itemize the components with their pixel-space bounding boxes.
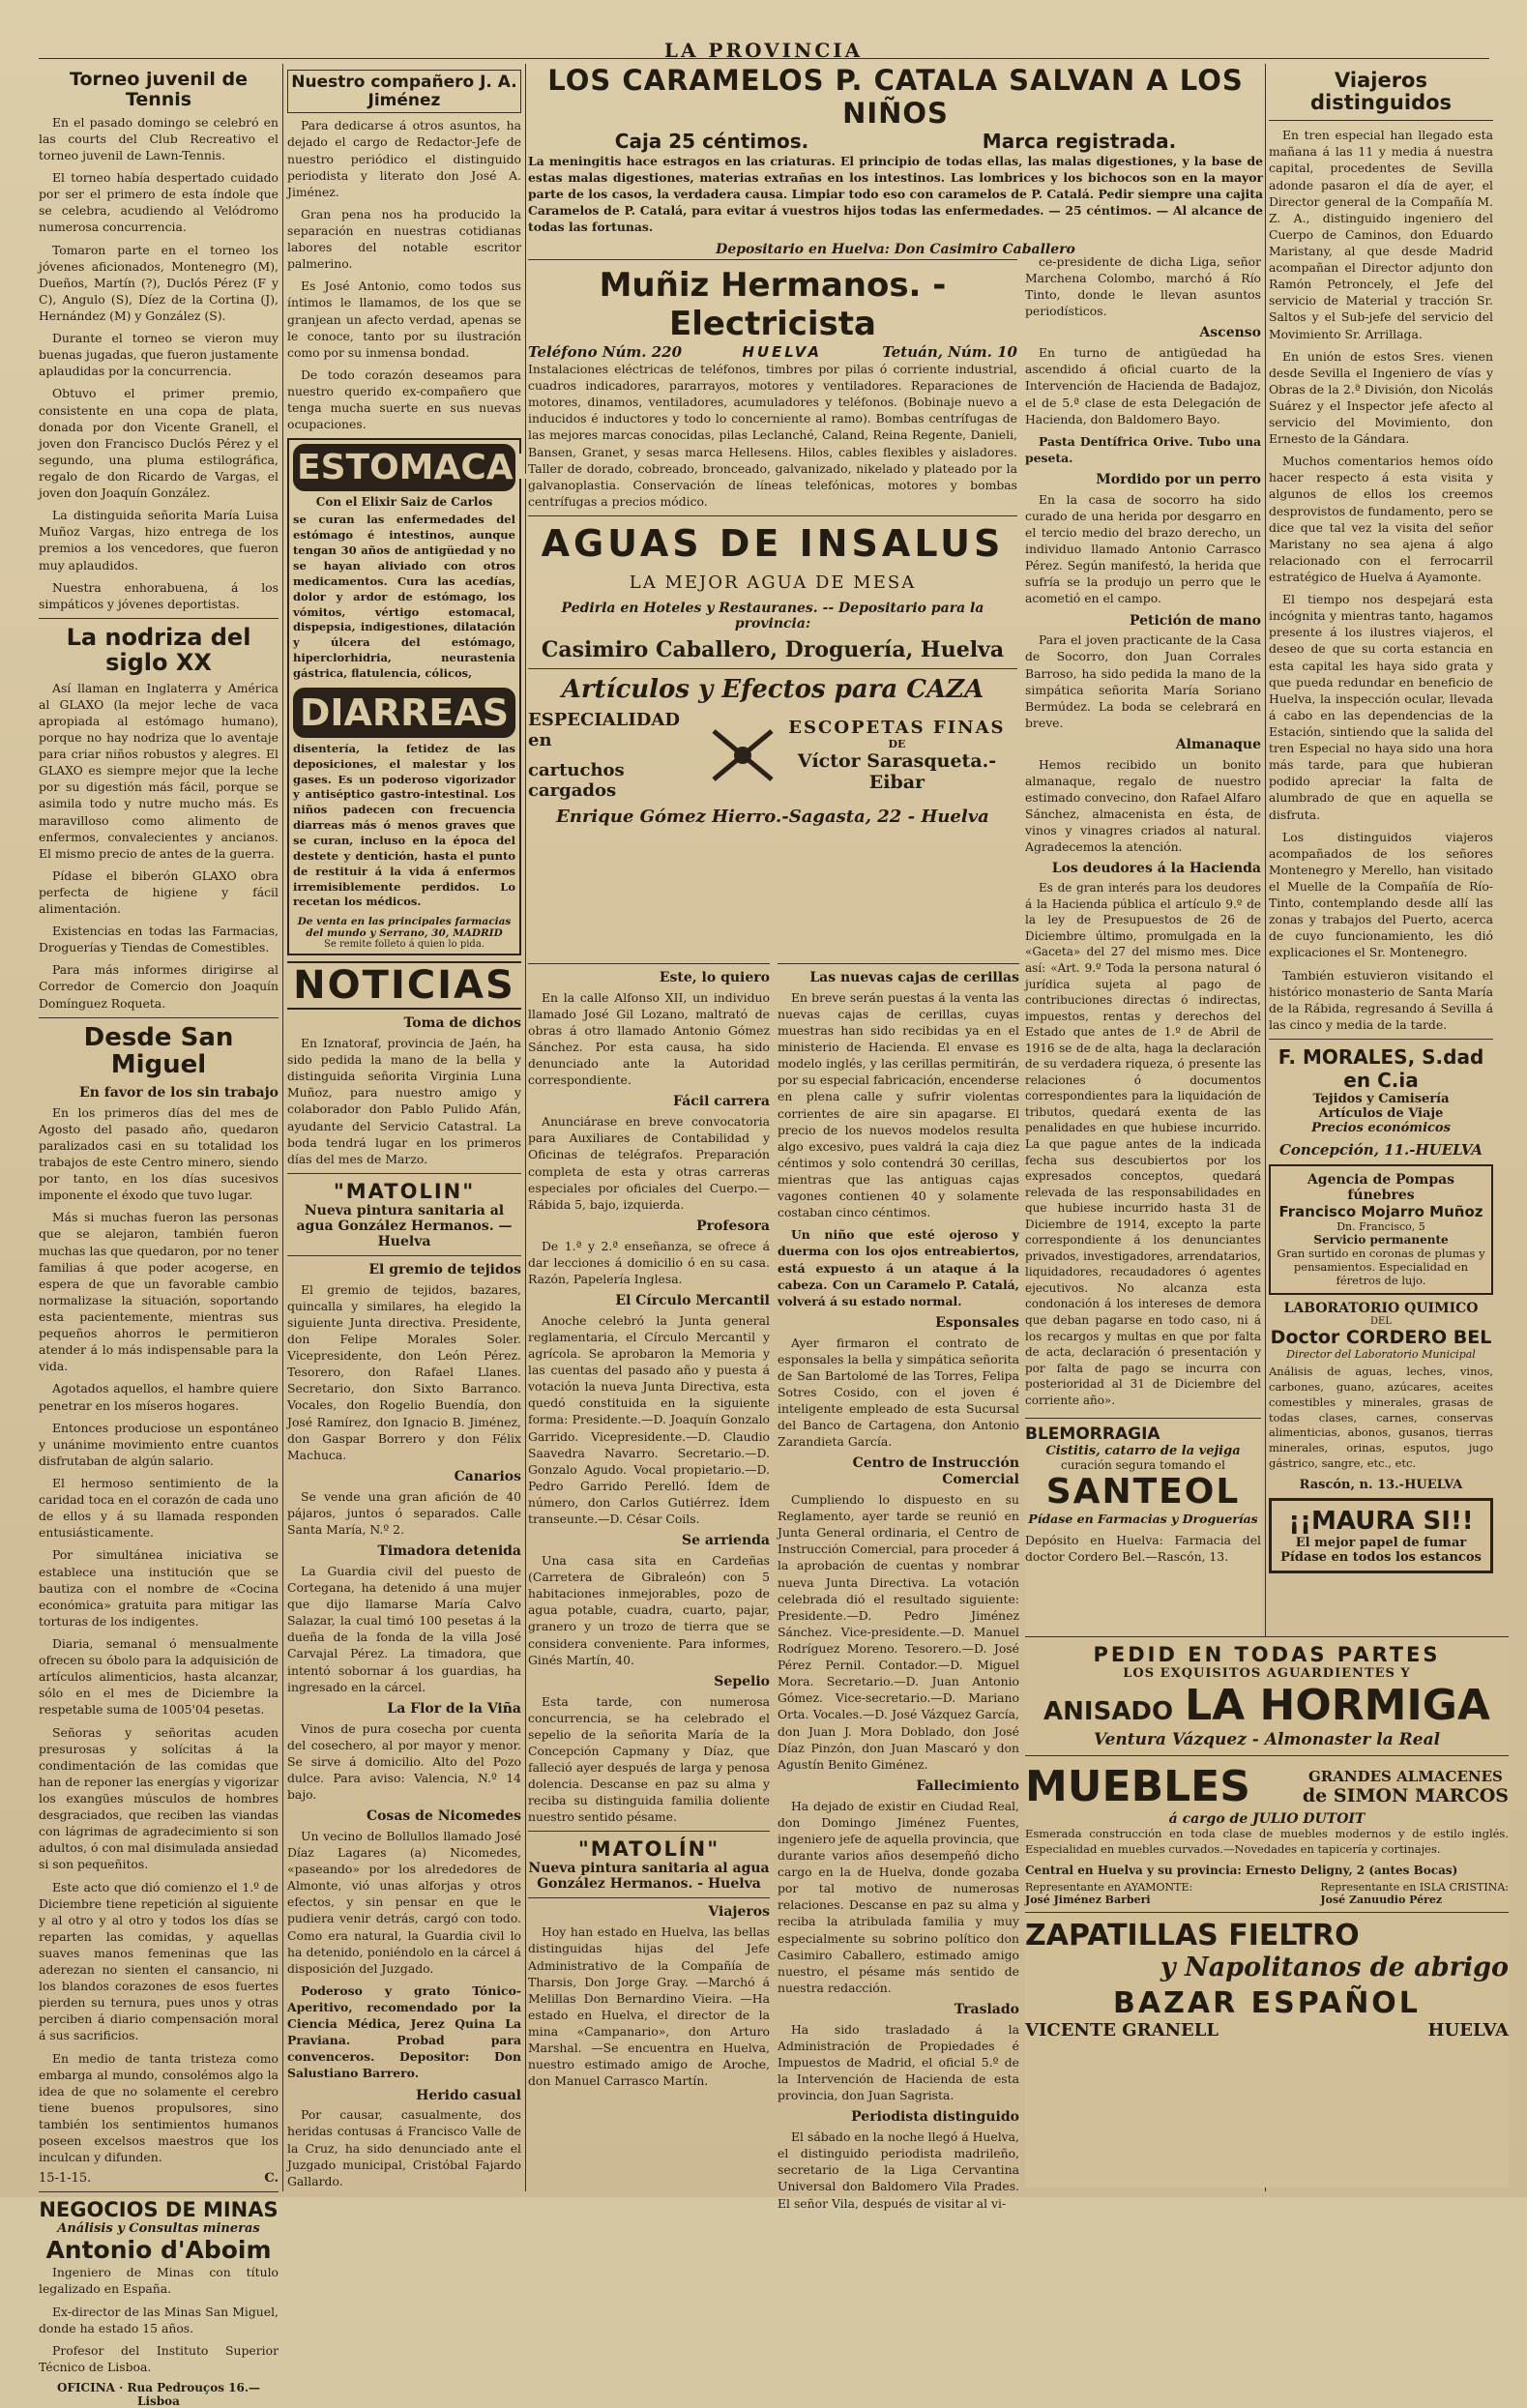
ad-simon bbox=[1303, 1768, 1509, 1806]
paragraph: Gran pena nos ha producido la separación en nuestras cotidianas labores del notable escritor palmerino. bbox=[287, 206, 521, 272]
ad-reps bbox=[1025, 1881, 1509, 1906]
paragraph: Este acto que dió comienzo el 1.º de Diciembre tiene repetición al siguiente y al otro y al otro y todos los días se reparten las comidas, y aquellas suaves manos femeninas que las aderezan no sienten el cansancio, ni los blandos corazones de esos fuertes pierden su ternura, pues unos y otras perciben á diario compensación moral á sus sacrificios. bbox=[39, 1879, 279, 2043]
paragraph: Así llaman en Inglaterra y América al GLAXO (la mejor leche de vaca apropiada al estómago humano), porque no hay nodriza que lo aventaje para criar niños robustos y alegres. El GLAXO es siempre mejor que la leche por su digestión más fácil, porque se asimila todo y nutre mucho más. Es maravilloso como alimento de enfermos, convalecientes y ancianos. El mismo precio de antes de la guerra. bbox=[39, 680, 279, 861]
masthead-title: LA PROVINCIA bbox=[663, 39, 864, 62]
ad-rep-name: José Zanuudio Pérez bbox=[1320, 1893, 1443, 1906]
masthead-rule bbox=[39, 58, 1489, 59]
ad-morales-address: Concepción, 11.-HUELVA bbox=[1278, 1140, 1483, 1159]
ads-left-block bbox=[528, 253, 1017, 950]
ad-pompas-title: Agencia de Pompas fúnebres bbox=[1307, 1171, 1455, 1203]
headline-san-miguel: Desde San Miguel bbox=[83, 1022, 234, 1080]
news-text: Esta tarde, con numerosa concurrencia, se ha celebrado el sepelio de la señorita María de la Concepción Capmany y Díaz, que falleció ayer después de larga y penosa dolencia. Descanse en paz su alma y reciba su distinguida familia doliente nuestro sentido pésame. bbox=[528, 1693, 770, 1825]
article-san-miguel bbox=[39, 1104, 279, 2166]
divider bbox=[1025, 1755, 1509, 1756]
news-text: Un vecino de Bollullos llamado José Díaz Lagares (a) Nicomedes, «paseando» por los alrededores de Almonte, vió unas alforjas y otros efectos, y sin pensar en que le pudiera venir detrás, cargó con todo. Como era natural, la Guardia civil lo ha detenido, poniéndolo en la cárcel á disposición del Juzgado. bbox=[287, 1828, 521, 1976]
ad-rep-label: Representante en ISLA CRISTINA: bbox=[1320, 1880, 1509, 1894]
ad-caramelos-brand: Marca registrada. bbox=[982, 130, 1177, 153]
paragraph: El tiempo nos despejará esta incógnita y mientras tanto, hagamos presente á los ilustres viajeros, el deseo de que su corta estancia en esta capital les haya sido grata y que pueda redundar en beneficio de Huelva, la inspección ocular, llevada á cabo en las dependencias de la Estación, sintiendo que la salida del tren Especial no haya sido una hora más tarde, para que hubieran podido apreciar la falta de alumbrado de que en aquella se disfruta. bbox=[1269, 592, 1493, 822]
paragraph: Obtuvo el primer premio, consistente en una copa de plata, donada por don Vicente Granell, el joven don Francisco Duclós Pérez y el segundo, una pluma estilográfica, regalo de don Ricardo de Vargas, el joven don Joaquín González. bbox=[39, 386, 279, 501]
news-text: Anoche celebró la Junta general reglamentaria, el Círculo Mercantil y agrícola. Se aprobaron la Memoria y las cuentas del pasado año y puesta á votación la nueva Junta Directiva, esta quedó constituida en la siguiente forma: Presidente.—D. Joaquín Gonzalo Garrido. Vicepresidente.—D. Claudio Saavedra Navarro. Secretario.—D. Gonzalo Agudo. Vocal propietario.—D. Pedro Garrido Perelló. Ídem de número, don Carlos Gutiérrez. Ídem transeunte.—D. César Coils. bbox=[528, 1312, 770, 1527]
ad-morales-line1: Tejidos y Camisería bbox=[1312, 1091, 1450, 1106]
ad-laboratorio bbox=[1269, 1301, 1493, 1492]
news-heading: Traslado bbox=[954, 2002, 1019, 2017]
ad-lab-del: DEL bbox=[1370, 1315, 1392, 1327]
news-heading: Petición de mano bbox=[1129, 612, 1261, 629]
ad-matolin-subtitle: Nueva pintura sanitaria al agua González Hermanos. - Huelva bbox=[528, 1861, 770, 1893]
news-text: Poderoso y grato Tónico-Aperitivo, recomendado por la Ciencia Médica, Jerez Quina La Praviana. Probad para convenceros. Depositor: Don Salustiano Barrero. bbox=[287, 1982, 521, 2081]
column-rule bbox=[525, 64, 526, 2191]
ad-aguardientes: LOS EXQUISITOS AGUARDIENTES Y bbox=[1123, 1666, 1411, 1681]
divider bbox=[39, 2191, 279, 2192]
ad-caza-de: DE bbox=[888, 737, 906, 750]
news-heading: Profesora bbox=[696, 1218, 770, 1234]
paragraph: Para más informes dirigirse al Corredor de Comercio don Joaquín Domínguez Roqueta. bbox=[39, 962, 279, 1011]
ad-caza-title: Artículos y Efectos para CAZA bbox=[561, 674, 984, 704]
news-heading: La Flor de la Viña bbox=[387, 1700, 521, 1717]
ad-estomacal-text: se curan las enfermedades del estómago é intestinos, aunque tengan 30 años de antigüedad y no se hayan aliviado con otros medicamentos. Cura las acedías, dolor y ardor de estómago, los vómitos, vértigo estomacal, dispepsia, indigestiones, dilatación y úlcera del estómago, hiperclorhidria, neurastenia gástrica, flatulencia, cólicos, bbox=[293, 513, 515, 680]
ad-lab-doctor: Doctor CORDERO BEL bbox=[1270, 1326, 1492, 1348]
ad-minas-title: NEGOCIOS DE MINAS bbox=[39, 2198, 279, 2222]
divider bbox=[1025, 1912, 1509, 1913]
divider bbox=[528, 515, 1017, 516]
ad-pompas-name: Francisco Mojarro Muñoz bbox=[1278, 1202, 1483, 1220]
ad-pompas-address: Dn. Francisco, 5 bbox=[1336, 1219, 1425, 1233]
divider bbox=[528, 1831, 770, 1832]
ad-caza-especialidad: ESPECIALIDAD en bbox=[528, 709, 680, 750]
news-heading: Viajeros bbox=[708, 1904, 770, 1921]
ad-muniz-title: Muñiz Hermanos. - Electricista bbox=[599, 266, 947, 343]
news-text: De 1.ª y 2.ª enseñanza, se ofrece á dar lecciones á domicilio ó en su casa. Razón, Papelería Inglesa. bbox=[528, 1238, 770, 1286]
column-1 bbox=[39, 64, 279, 2408]
news-text: Cumpliendo lo dispuesto en su Reglamento, ayer tarde se reunió en Junta General ordinaria, el Centro de Instrucción Comercial, para proceder á la aprobación de cuentas y nombrar nueva Junta Directiva. La votación celebrada dió el resultado siguiente: Presidente.—D. Pedro Jiménez Sánchez. Vice-presidente.—D. Manuel Rodríguez Moreno. Tesorero.—D. José Pérez Pernil. Contador.—D. Miguel Mora. Secretario.—D. Juan Antonio Gómez. Vice-secretario.—D. Mariano Orta. Vocales.—D. José Vázquez García, don Juan J. Mora Doblado, don José Díaz Pinzón, don Juan Mascaró y don Agustín Benito Giménez. bbox=[778, 1492, 1019, 1772]
paragraph: Agotados aquellos, el hambre quiere penetrar en los míseros hogares. bbox=[39, 1381, 279, 1413]
ad-morales-title: F. MORALES, S.dad en C.ia bbox=[1277, 1044, 1484, 1092]
news-heading: Toma de dichos bbox=[403, 1015, 521, 1032]
column-3 bbox=[528, 957, 770, 2186]
ad-saiz-de-carlos bbox=[287, 438, 536, 955]
news-heading: Periodista distinguido bbox=[851, 2109, 1019, 2126]
article-signature: C. bbox=[264, 2171, 279, 2187]
divider bbox=[528, 1897, 770, 1898]
ad-simon-line1: GRANDES ALMACENES bbox=[1307, 1767, 1503, 1785]
news-heading: Almanaque bbox=[1175, 737, 1261, 753]
paragraph: En los primeros días del mes de Agosto del pasado año, quedaron paralizados casi en su totalidad los trabajos de este Centro minero, siendo por tanto, en los días sucesivos imponente el éxodo que tuvo lugar. bbox=[39, 1104, 279, 1203]
crossed-rifles-icon bbox=[709, 726, 777, 784]
ad-caza-escopetas: ESCOPETAS FINAS bbox=[788, 717, 1006, 738]
ad-lab-address: Rascón, n. 13.-HUELVA bbox=[1299, 1478, 1463, 1492]
paragraph: En medio de tanta tristeza como embarga al mundo, consolémos algo la idea de que no solamente el cerebro tiene buenos propulsores, sino también los sentimientos humanos poseen excelsos maestros que los inculcan y difunden. bbox=[39, 2050, 279, 2165]
news-heading: Timadora detenida bbox=[377, 1543, 521, 1560]
divider bbox=[1269, 120, 1493, 121]
signature-row bbox=[39, 2171, 279, 2186]
ad-aguas-subtitle: LA MEJOR AGUA DE MESA bbox=[629, 572, 917, 593]
ad-pompas-text: Gran surtido en coronas de plumas y pensamientos. Especialidad en féretros de lujo. bbox=[1277, 1246, 1485, 1287]
news-text: Ha sido trasladado á la Administración de Propiedades é Impuestos de Madrid, el oficial 5.º de la Intervención de Hacienda de esta provincia, don Juan Sagrista. bbox=[778, 2021, 1019, 2103]
subhead-trabajo: En favor de los sin trabajo bbox=[79, 1084, 279, 1101]
bottom-ad-area bbox=[1025, 1636, 1509, 2188]
paragraph: Señoras y señoritas acuden presurosas y solícitas á la condimentación de las comidas que han de reponer las energías y vigorizar los exangües músculos de hombres desgraciados, que reciben las viandas con lágrimas de agradecimiento si son adultos, ó con mal disimulada ansiedad si son pequeñitos. bbox=[39, 1724, 279, 1872]
ad-bazar-row bbox=[1025, 2020, 1509, 2041]
paragraph: Muchos comentarios hemos oído hacer respecto á esta visita y algunos de ellos los creemos desprovistos de fundamento, pero se dice que tal vez la visita del señor Maristany no sea ajena á algo relacionado con el ferrocarril estratégico de Huelva á Ayamonte. bbox=[1269, 454, 1493, 585]
ad-caramelos bbox=[528, 64, 1263, 257]
news-text: Para el joven practicante de la Casa de Socorro, don Juan Corrales Barroso, ha sido pedida la mano de la simpática señorita María Soriano Bermúdez. La boda se celebrará en breve. bbox=[1025, 632, 1261, 730]
ad-caramelos-depositario: Depositario en Huelva: Don Casimiro Caballero bbox=[716, 241, 1075, 257]
column-6 bbox=[1269, 64, 1493, 1708]
ad-muniz-text: Instalaciones eléctricas de teléfonos, timbres por pilas ó corriente industrial, cuadros indicadores, pararrayos, motores y ventiladores. Reparaciones de motores, dinamos, ventiladores, acumuladores y teléfonos. (Bobinaje nuevo a inducidos é inductores y todo lo concerniente al ramo). Bombas centrífugas de las mejores marcas conocidas, pilas Leclanché, Caland, Reina Regente, Danieli, Bansen, Granet, y sesas marca Hellesens. Hilos, cables flexibles y aisladores. Taller de dorado, cobreado, bronceado, galvanizado, nikelado y plateado por la galvanoplastia. Conservación de líneas telefónicas, motores y bombas centrífugas a precios módico. bbox=[528, 362, 1017, 509]
ad-muniz-phone: Teléfono Núm. 220 bbox=[528, 343, 683, 361]
ad-morales-line3: Precios económicos bbox=[1311, 1120, 1451, 1135]
ad-caza-cartuchos: cartuchos cargados bbox=[528, 759, 625, 801]
ad-maura-line1: El mejor papel de fumar bbox=[1295, 1536, 1467, 1550]
ad-rep-ayamonte bbox=[1025, 1881, 1192, 1906]
news-heading: Mordido por un perro bbox=[1096, 472, 1261, 487]
ad-simon-line2: de SIMON MARCOS bbox=[1302, 1784, 1509, 1806]
ad-curacion: curación segura tomando el bbox=[1060, 1458, 1225, 1472]
paragraph: Durante el torneo se vieron muy buenas jugadas, que fueron justamente aplaudidas por la concurrencia. bbox=[39, 331, 279, 379]
masthead bbox=[0, 39, 1527, 60]
news-heading: Los deudores á la Hacienda bbox=[1051, 861, 1261, 877]
ad-hormiga: LA HORMIGA bbox=[1185, 1681, 1490, 1730]
ad-diarreas-footer: De venta en las principales farmacias del mundo y Serrano, 30, MADRID bbox=[297, 916, 512, 940]
ad-aguas-line: Pedirla en Hoteles y Restauranes. -- Depositario para la provincia: bbox=[561, 600, 984, 631]
ad-matolin-title: "MATOLÍN" bbox=[577, 1837, 720, 1862]
ad-caza-right bbox=[777, 718, 1017, 793]
ad-dutoit: á cargo de JULIO DUTOIT bbox=[1168, 1811, 1365, 1827]
ad-caza-row bbox=[528, 710, 1017, 801]
ad-hormiga-row bbox=[1025, 1681, 1509, 1730]
news-heading: Canarios bbox=[454, 1468, 521, 1484]
paragraph: En el pasado domingo se celebró en las courts del Club Recreativo el torneo juvenil de Lawn-Tennis. bbox=[39, 114, 279, 162]
headline-jimenez: Nuestro compañero J. A. Jiménez bbox=[287, 70, 521, 113]
ad-diarreas-banner: DIARREAS bbox=[293, 688, 515, 738]
ad-muniz bbox=[528, 266, 1017, 510]
ad-ventura: Ventura Vázquez - Almonaster la Real bbox=[1093, 1730, 1441, 1749]
ad-matolin-title: "MATOLIN" bbox=[333, 1179, 476, 1203]
ad-lab-title: LABORATORIO QUIMICO bbox=[1283, 1300, 1479, 1316]
article-jimenez bbox=[287, 117, 521, 432]
news-text: En Iznatoraf, provincia de Jaén, ha sido pedida la mano de la bella y distinguida señorita Virginia Luna Muñoz, para nuestro amigo y colaborador don Pablo Pulido Afán, ayudante del Servicio Catastral. La boda tendrá lugar en los primeros días del mes de Marzo. bbox=[287, 1036, 521, 1166]
news-heading: El gremio de tejidos bbox=[368, 1261, 521, 1277]
ad-muniz-address: Tetuán, Núm. 10 bbox=[882, 343, 1017, 361]
news-heading: Centro de Instrucción Comercial bbox=[852, 1455, 1019, 1488]
news-heading: Las nuevas cajas de cerillas bbox=[809, 970, 1019, 985]
ad-caza-left bbox=[528, 710, 709, 801]
ad-maura bbox=[1269, 1498, 1493, 1573]
ad-rep-label: Representante en AYAMONTE: bbox=[1025, 1880, 1193, 1894]
ad-caza-footer: Enrique Gómez Hierro.-Sagasta, 22 - Huelva bbox=[556, 806, 989, 827]
news-heading: Se arrienda bbox=[682, 1533, 770, 1549]
news-text: La Guardia civil del puesto de Cortegana, ha detenido á una mujer que dijo llamarse María Calvo Salazar, la cual timó 100 pesetas á la dueña de la fonda de la villa José Carvajal Pérez. La timadora, que intentó sobornar á los guardias, ha ingresado en la cárcel. bbox=[287, 1563, 521, 1694]
ad-muebles: MUEBLES bbox=[1025, 1762, 1250, 1811]
paragraph: La distinguida señorita María Luisa Muñoz Vargas, hizo entrega de los premios a los vencedores, que fueron muy aplaudidos. bbox=[39, 508, 279, 573]
news-text: Hemos recibido un bonito almanaque, regalo de nuestro estimado convecino, don Rafael Alfaro Sánchez, almacenista en ésta, de vinos y vinagres criados al natural. Agradecemos la atención. bbox=[1025, 756, 1261, 855]
paragraph: Más si muchas fueron las personas que se alejaron, también fueron muchas las que quedaron, por no tener familias á que poder acogerse, en espera de que un favorable cambio normalizase la situación, soportando esta pacientemente, mientras sus pequeños ahorros le permitieron atender á lo más indispensable para la vida. bbox=[39, 1210, 279, 1374]
paragraph: Diaria, semanal ó mensualmente ofrecen su óbolo para la adquisición de artículos alimenticios, hasta alcanzar, sólo en el mes de Diciembre la respetable suma de 1005'04 pesetas. bbox=[39, 1635, 279, 1718]
ad-muebles-text: Esmerada construcción en toda clase de muebles modernos y de estilo inglés. Especialidad en muebles curvados.—Novedades en tapicería y cortinajes. bbox=[1025, 1827, 1509, 1856]
divider bbox=[1269, 1039, 1493, 1040]
ad-santeol-depositario: Depósito en Huelva: Farmacia del doctor Cordero Bel.—Rascón, 13. bbox=[1025, 1533, 1261, 1565]
ad-santeol-title: SANTEOL bbox=[1045, 1472, 1241, 1512]
ad-bazar: BAZAR ESPAÑOL bbox=[1113, 1985, 1421, 2020]
ad-muebles-row bbox=[1025, 1762, 1509, 1811]
divider bbox=[528, 668, 1017, 669]
paragraph: Entonces produciose un espontáneo y unánime movimiento entre cuantos disfrutaban de algún salario. bbox=[39, 1420, 279, 1468]
paragraph: Es José Antonio, como todos sus íntimos le llamamos, de los que se granjean un afecto verdad, apenas se le conoce, tanto por su ilustración como por su inmensa bondad. bbox=[287, 279, 521, 360]
ad-caramelos-row bbox=[528, 130, 1263, 153]
ad-minas bbox=[39, 2198, 279, 2408]
headline-torneo: Torneo juvenil de Tennis bbox=[70, 69, 248, 110]
article-torneo bbox=[39, 114, 279, 612]
news-heading: Herido casual bbox=[416, 2087, 521, 2103]
ad-matolin-2 bbox=[528, 1837, 770, 1892]
ad-matolin bbox=[287, 1180, 521, 1249]
divider bbox=[39, 1017, 279, 1018]
news-text: Ha dejado de existir en Ciudad Real, don Domingo Jiménez Fuentes, ingeniero jefe de aquella provincia, que durante varios años desempeñó dicho cargo en la de Huelva, donde gozaba por tal motivo de numerosas relaciones. Descanse en paz su alma y reciba la atribulada familia y muy especialmente su sobrino político don Casimiro Caballero, estimado amigo nuestro, el pésame más sentido de nuestra redacción. bbox=[778, 1798, 1019, 1995]
news-text: Hoy han estado en Huelva, las bellas distinguidas hijas del Jefe Administrativo de la Compañía de Tharsis, Don Jorge Gray. —Marchó á Melillas Don Bernardino Vieira. —Ha estado en Huelva, el director de la mina «Campanario», don Arturo Marshal. —Se encuentra en Huelva, nuestro estimado amigo de Aroche, don Manuel Carrasco Martín. bbox=[528, 1924, 770, 2089]
news-text: El sábado en la noche llegó á Huelva, el distinguido periodista madrileño, secretario de la Liga Cervantina Universal don Baldomero Vila Prades. El señor Vila, después de visitar al vi- bbox=[778, 2129, 1019, 2211]
paragraph: Pídase el biberón GLAXO obra perfecta de higiene y fácil alimentación. bbox=[39, 867, 279, 917]
paragraph: Tomaron parte en el torneo los jóvenes aficionados, Montenegro (M), Dueños, Martín (?), Duclós Pérez (F y C), Angulo (S), Díez de la Cortina (J), Hernández (M) y González (S). bbox=[39, 242, 279, 323]
ad-caramelos-title: LOS CARAMELOS P. CATALA SALVAN A LOS NIÑOS bbox=[547, 64, 1244, 130]
news-text: En turno de antigüedad ha ascendido á oficial cuarto de la Intervención de Hacienda de Badajoz, el de 5.ª clase de esta Delegación de Hacienda, don Baldomero Bayo. bbox=[1025, 345, 1261, 426]
news-text: Vinos de pura cosecha por cuenta del cosechero, al por mayor y menor. Se sirve á domicilio. Alto del Pozo dulce. Para aviso: Valencia, N.º 14 bajo. bbox=[287, 1720, 521, 1802]
paragraph: Ingeniero de Minas con título legalizado en España. bbox=[39, 2265, 279, 2297]
ad-muniz-contact bbox=[528, 343, 1017, 361]
ad-cistitis: Cistitis, catarro de la vejiga bbox=[1045, 1444, 1241, 1458]
headline-nodriza: La nodriza del siglo XX bbox=[66, 623, 251, 677]
news-text: Anunciárase en breve convocatoria para Auxiliares de Contabilidad y Oficinas de telégrafos. Preparación completa de esta y otras carreras especiales por oficiales del Cuerpo.—Rábida 5, bajo, izquierda. bbox=[528, 1114, 770, 1212]
ad-diarreas-footer-2: Se remite folleto á quien lo pida. bbox=[324, 939, 485, 951]
divider bbox=[778, 963, 1019, 964]
divider bbox=[1025, 1636, 1509, 1637]
ad-granell: VICENTE GRANELL bbox=[1025, 2019, 1219, 2041]
paragraph: Los distinguidos viajeros acompañados de los señores Montenegro y Merello, han visitado el Muelle de la Compañía de Río-Tinto, contemplando desde allí las zonas y trabajos del Puerto, acerca de cuyo funcionamiento, les dió explicaciones el Sr. Montenegro. bbox=[1269, 829, 1493, 960]
news-text: Se vende una gran afición de 40 pájaros, juntos ó separados. Calle Santa María, N.º 2. bbox=[287, 1488, 521, 1537]
ad-maura-line2: Pídase en todos los estancos bbox=[1280, 1550, 1482, 1565]
paragraph: Para dedicarse á otros asuntos, ha dejado el cargo de Redactor-Jefe de nuestro periódico el distinguido periodista y literato don José A. Jiménez. bbox=[287, 118, 521, 199]
news-text: Pasta Dentífrica Orive. Tubo una peseta. bbox=[1025, 433, 1261, 465]
ad-pompas-service: Servicio permanente bbox=[1313, 1232, 1449, 1247]
ad-muniz-city: HUELVA bbox=[742, 343, 823, 361]
ad-caza-victor: Víctor Sarasqueta.-Eibar bbox=[797, 749, 997, 793]
ad-minas-name: Antonio d'Aboim bbox=[45, 2236, 272, 2265]
news-text: El gremio de tejidos, bazares, quincalla y similares, ha elegido la siguiente Junta directiva. Presidente, don Felipe Morales Soler. Vicepresidente, don León Pérez. Tesorero, don Rafael Llanes. Secretario, don Sixto Barranco. Vocales, don Rogelio Buendía, don José Ramírez, don Ignacio B. Jiménez, don Gaspar Borrero y don Félix Machuca. bbox=[287, 1281, 521, 1462]
divider bbox=[1025, 1418, 1261, 1419]
news-heading: Ascenso bbox=[1199, 325, 1261, 341]
paragraph: Existencias en todas las Farmacias, Droguerías y Tiendas de Comestibles. bbox=[39, 924, 279, 955]
headline-viajeros: Viajeros distinguidos bbox=[1309, 69, 1453, 115]
news-text: En la casa de socorro ha sido curado de una herida por desgarro en el tercio medio del brazo derecho, un individuo llamado Antonio Carrasco Pérez. Según manifestó, la herida que sufría se la produjo un perro que le acometió en el campo. bbox=[1025, 491, 1261, 606]
ad-rep-name: José Jiménez Barberi bbox=[1025, 1893, 1151, 1906]
ad-lab-text: Análisis de aguas, leches, vinos, carbones, guano, azúcares, aceites comestibles y minerales, grasas de todas clases, carnes, conservas alimenticias, abonos, gusanos, tierras minerales, orinas, esputos, jugo gástrico, sangre, etc., etc. bbox=[1269, 1364, 1493, 1471]
ad-maura-title: ¡¡MAURA SI!! bbox=[1288, 1507, 1474, 1536]
ad-diarreas-text: disentería, la fetidez de las deposiciones, el malestar y los gases. Es un poderoso vigorizador y antiséptico gastro-intestinal. Los niños padecen con frecuencia diarreas más ó menos graves que se curan, incluso en la época del destete y dentición, hasta el punto de restituir á la vida á enfermos irremisiblemente perdidos. Lo recetan los médicos. bbox=[293, 741, 515, 909]
divider bbox=[287, 1255, 521, 1256]
divider bbox=[287, 1173, 521, 1174]
divider bbox=[528, 259, 1017, 260]
divider bbox=[528, 963, 770, 964]
news-text: Por causar, casualmente, dos heridas contusas á Francisco Valle de la Cruz, ha sido denunciado ante el Juzgado municipal, Cristóbal Fajardo Gallardo. bbox=[287, 2107, 521, 2188]
news-text: Una casa sita en Cardeñas (Carretera de Gibraleón) con 5 habitaciones inmejorables, pozo de agua potable, cuadra, cuarto, pajar, granero y un trozo de tierra que se considera conveniente. Para informes, Ginés Martín, 40. bbox=[528, 1553, 770, 1667]
ad-minas-subtitle: Análisis y Consultas mineras bbox=[57, 2221, 260, 2237]
paragraph: El torneo había despertado cuidado por ser el primero de esta índole que se celebra, acudiendo al Velódromo numerosa concurrencia. bbox=[39, 170, 279, 235]
paragraph: Por simultánea iniciativa se establece una institución que se bautiza con el nombre de «Cocina económica» gratuita para mitigar las torturas de los indigentes. bbox=[39, 1547, 279, 1629]
ad-santeol bbox=[1025, 1412, 1261, 1654]
news-text: Un niño que esté ojeroso y duerma con los ojos entreabiertos, está expuesto á un ataque á la cabeza. Con un Caramelo P. Catalá, volverá á su estado normal. bbox=[778, 1227, 1019, 1308]
news-text: Ayer firmaron el contrato de esponsales la bella y simpática señorita de San Bartolomé de las Torres, Felipa Sotres Cosido, con el joven é inteligente empleado de esta Sucursal del Banco de Cartagena, don Antonio Zarandieta García. bbox=[778, 1335, 1019, 1450]
ad-blenorragia: BLEMORRAGIA bbox=[1025, 1424, 1160, 1444]
ad-pompas bbox=[1269, 1164, 1493, 1295]
ad-napolitanos: y Napolitanos de abrigo bbox=[1160, 1952, 1509, 1982]
paragraph: Nuestra enhorabuena, á los simpáticos y jóvenes deportistas. bbox=[39, 579, 279, 611]
news-text: En breve serán puestas á la venta las nuevas cajas de cerillas, cuyas muestras han sido recibidas ya en el ministerio de Hacienda. El envase es modelo inglés, y las cerillas permitirán, por su especial fabricación, encenderse en plena calle y sufrir violentas corrientes de aire sin apagarse. El precio de los nuevos modelos resulta algo excesivo, pues valdrá la caja diez céntimos y solo contendrá 30 cerillas, mientras que las antiguas cajas vagones contienen 40 y solamente costaban cinco céntimos. bbox=[778, 989, 1019, 1220]
ad-matolin-subtitle: Nueva pintura sanitaria al agua González Hermanos. — Huelva bbox=[296, 1202, 513, 1249]
ad-caza bbox=[528, 675, 1017, 827]
news-heading: Este, lo quiero bbox=[659, 970, 770, 985]
ad-morales-line2: Artículos de Viaje bbox=[1318, 1105, 1444, 1121]
ad-lab-director: Director del Laboratorio Municipal bbox=[1286, 1347, 1476, 1361]
news-heading: Esponsales bbox=[935, 1314, 1019, 1331]
news-heading: Fácil carrera bbox=[673, 1094, 770, 1110]
article-nodriza bbox=[39, 680, 279, 1012]
ad-aguas bbox=[528, 522, 1017, 662]
paragraph: El hermoso sentimiento de la caridad toca en el corazón de cada uno de ellos y á su llamada responden entusiásticamente. bbox=[39, 1475, 279, 1541]
paragraph: También estuvieron visitando el histórico monasterio de Santa María de la Rábida, regresando á Sevilla á las cinco y media de la tarde. bbox=[1269, 967, 1493, 1032]
ad-caramelos-price: Caja 25 céntimos. bbox=[614, 130, 809, 153]
column-2 bbox=[287, 64, 536, 2191]
paragraph: De todo corazón deseamos para nuestro querido ex-compañero que tenga mucha suerte en sus nuevas ocupaciones. bbox=[287, 367, 521, 432]
news-heading: Sepelio bbox=[714, 1673, 770, 1689]
paragraph: Ex-director de las Minas San Miguel, donde ha estado 15 años. bbox=[39, 2304, 279, 2335]
column-4 bbox=[778, 957, 1019, 2211]
column-rule bbox=[282, 64, 283, 2191]
ad-anisado: ANISADO bbox=[1043, 1697, 1174, 1726]
ad-minas-office: OFICINA · Rua Pedrouços 16.—Lisboa bbox=[56, 2381, 261, 2408]
ad-morales bbox=[1269, 1045, 1493, 1159]
news-heading: El Círculo Mercantil bbox=[615, 1293, 770, 1309]
paragraph: En tren especial han llegado esta mañana á las 11 y media á nuestra capital, procedentes de Sevilla adonde pasaron el día de ayer, el Director general de la Compañía M. Z. A., distinguido ingeniero del Cuerpo de Caminos, don Eduardo Maristany, al que desde Madrid acompañan el Director adjunto don Ramón Petroncely, el Jefe del servicio de Material y tracción Sr. Saltos y el Sub-jefe del servicio del Movimiento Sr. Arrillaga. bbox=[1269, 128, 1493, 341]
paragraph: Profesor del Instituto Superior Técnico de Lisboa. bbox=[39, 2342, 279, 2374]
news-heading: Cosas de Nicomedes bbox=[366, 1808, 521, 1825]
ad-central: Central en Huelva y su provincia: Ernesto Deligny, 2 (antes Bocas) bbox=[1025, 1863, 1458, 1877]
ad-estomacal-banner: ESTOMACAL bbox=[293, 444, 515, 491]
divider bbox=[39, 618, 279, 619]
ad-caramelos-text: La meningitis hace estragos en las criaturas. El principio de todas ellas, las malas digestiones, y la base de estas malas digestiones, materias extrañas en los intestinos. Las lombrices y los bichocos son en la mayor parte de los casos, la verdadera causa. Limpiar todo eso con caramelos de P. Catalá. Pedir siempre una cajita Caramelos de P. Catalá, para evitar á vuestros hijos todas las enfermedades. — 25 céntimos. — Al alcance de todas las fortunas. bbox=[528, 154, 1263, 235]
ad-pedid: PEDID EN TODAS PARTES bbox=[1093, 1643, 1441, 1666]
ad-aguas-title: AGUAS DE INSALUS bbox=[541, 521, 1005, 565]
ad-huelva: HUELVA bbox=[1427, 2019, 1509, 2041]
ad-elixir: Con el Elixir Saiz de Carlos bbox=[315, 495, 493, 510]
news-text: Es de gran interés para los deudores á la Hacienda pública el artículo 9.º de la ley de Presupuestos de 26 de Diciembre último, promulgada en la «Gaceta» del 27 del mismo mes. Dice así: «Art. 9.º Toda la persona natural ó jurídica sujeta al pago de contribuciones directas ó indirectas, impuestos, rentas y derechos del Estado que antes de 1.º de Abril de 1916 se de de alta, haga la declaración de su verdadera riqueza, ó presente las relaciones ó documentos correspondientes para la liquidación de tributos, quedará exenta de las penalidades en que hubiese incurrido. La que pague antes de la indicada fecha sus descubiertos por los expresados conceptos, quedará relevada de las responsabilidades en que hubiese incurrido hasta 31 de Diciembre de 1914, excepto la parte correspondiente á los denunciantes privados, investigadores, arrendatarios, liquidadores, recaudadores ó agentes ejecutivos. No alcanza esta condonación á los intereses de demora que deban pagarse en todo caso, ni á los recargos y multas en que por falta de acta, declaración ó presentación y por falta de pago se incurra con posterioridad al 31 de Diciembre del corriente año». bbox=[1025, 881, 1261, 1407]
article-date: 15-1-15. bbox=[39, 2171, 92, 2187]
ad-aguas-depositario: Casimiro Caballero, Droguería, Huelva bbox=[541, 636, 1005, 662]
news-heading: Fallecimiento bbox=[916, 1777, 1019, 1794]
paragraph: En unión de estos Sres. vienen desde Sevilla el Ingeniero de vías y Obras de la 2.ª División, don Nicolás Suárez y el Inspector jefe afecto al servicio del Movimiento, don Ernesto de la Gándara. bbox=[1269, 348, 1493, 447]
news-text: ce-presidente de dicha Liga, señor Marchena Colombo, marchó á Río Tinto, donde le llevan asuntos periodísticos. bbox=[1025, 254, 1261, 319]
ad-zapatillas: ZAPATILLAS FIELTRO bbox=[1025, 1918, 1360, 1953]
news-text: En la calle Alfonso XII, un individuo llamado José Gil Lozano, maltrató de obras á otro llamado Antonio Gómez Sánchez. Por esta causa, ha sido denunciado ante la Autoridad correspondiente. bbox=[528, 989, 770, 1088]
ad-santeol-line: Pídase en Farmacias y Droguerías bbox=[1028, 1512, 1258, 1526]
ad-rep-isla bbox=[1320, 1881, 1509, 1906]
section-noticias: NOTICIAS bbox=[287, 961, 521, 1010]
